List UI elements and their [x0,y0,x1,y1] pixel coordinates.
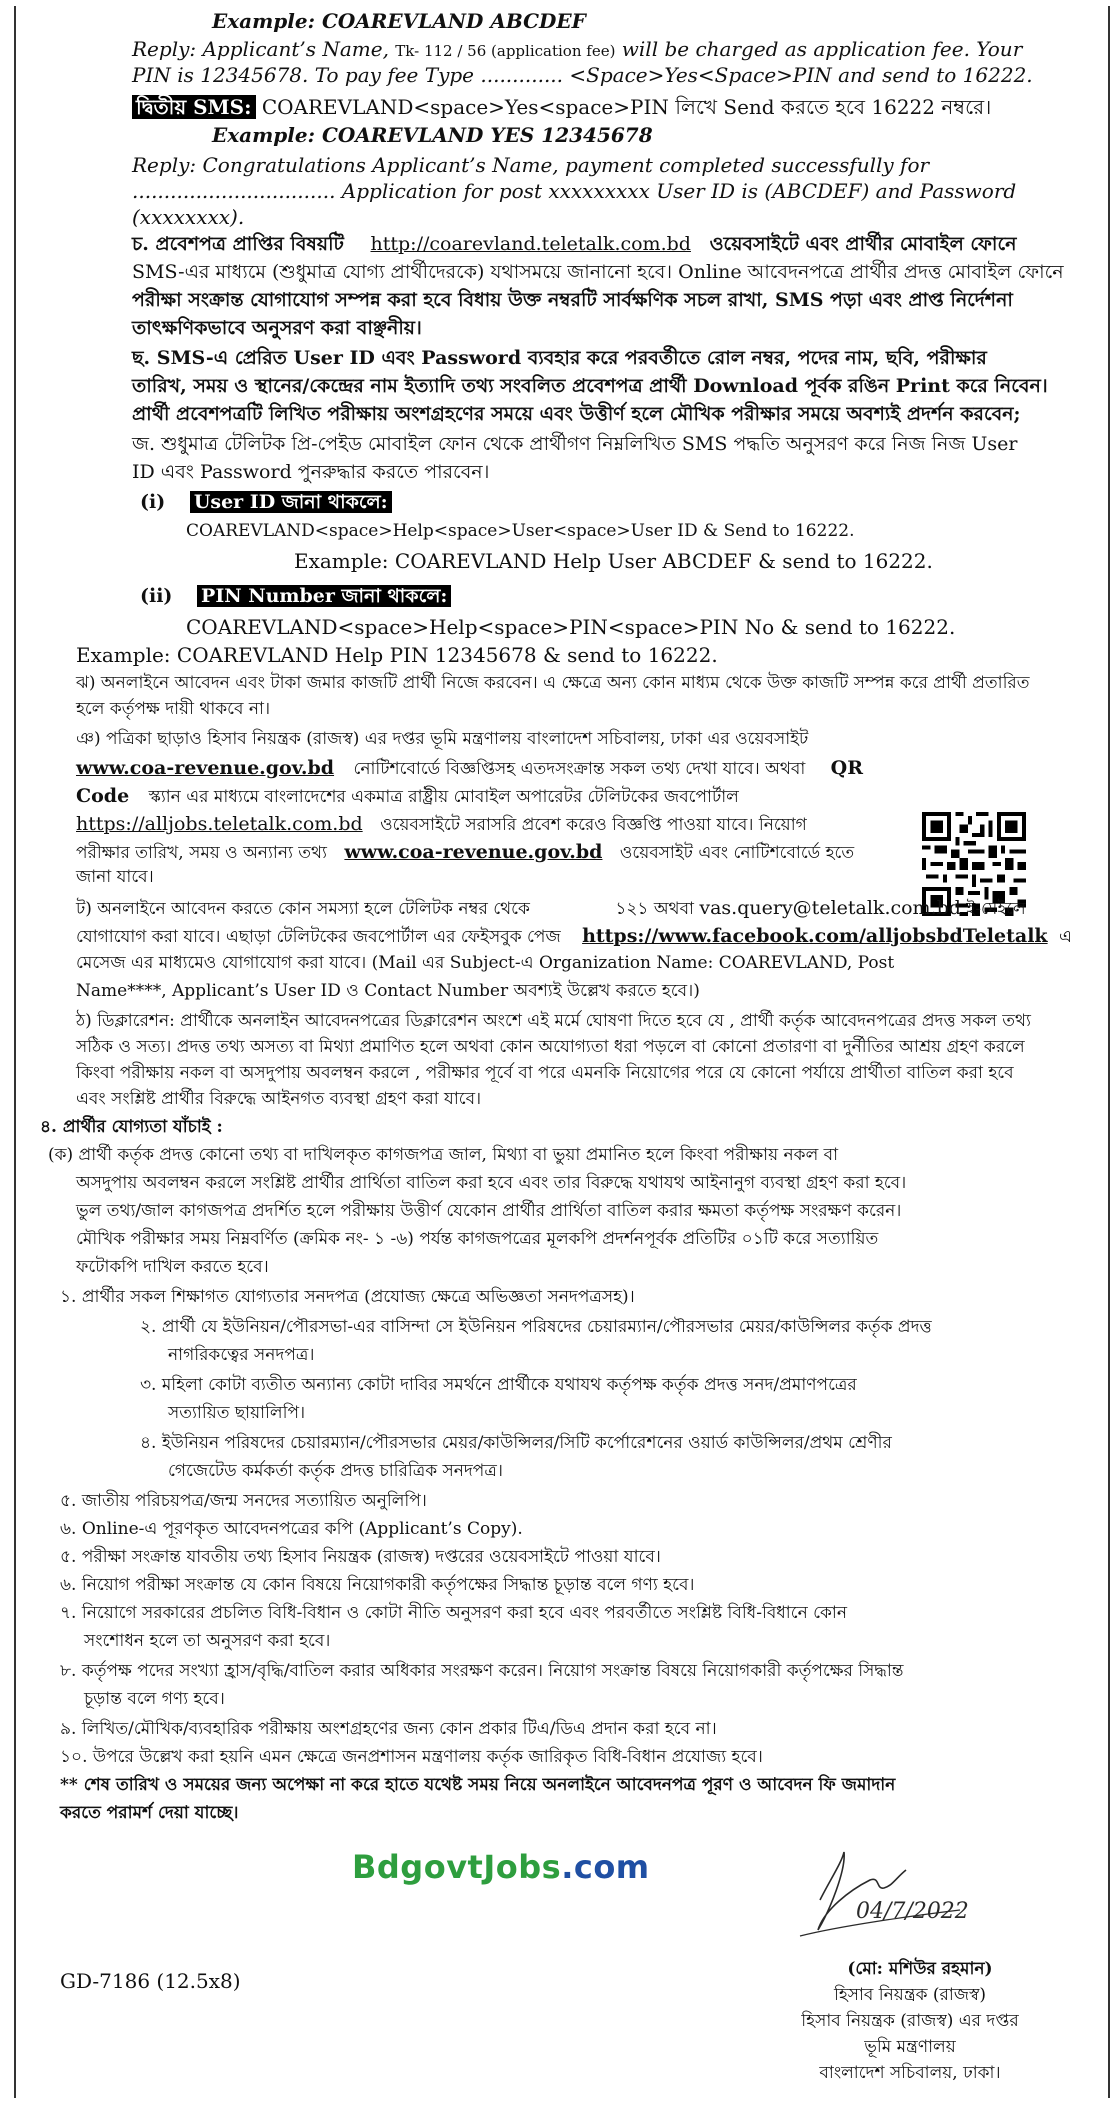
section-nya-line-2 [76,756,863,781]
user-id-label: User ID জানা থাকলে: [190,491,392,513]
gd-code: GD-7186 (12.5x8) [60,1969,241,1993]
watermark-part-2: govtJobs [400,1848,562,1886]
rule-8a: ৮. কর্তৃপক্ষ পদের সংখ্যা হ্রাস/বৃদ্ধি/বাতিল করার অধিকার সংরক্ষণ করেন। নিয়োগ সংক্রান্ত বিষয়ে নিয়োগকারী কর্তৃপক্ষের সিদ্ধান্ত [60,1661,904,1681]
section-ttha-line-1: ঠ) ডিক্লারেশন: প্রার্থীকে অনলাইন আবেদনপত্রের ডিক্লারেশন অংশে এই মর্মে ঘোষণা দিতে হবে যে , প্রার্থী কর্তৃক আবেদনপত্রের প্রদত্ত সকল তথ্য [76,1011,1031,1031]
helpline-number: ১২১ অথবা [615,899,694,919]
reply-line-2: PIN is 12345678. To pay fee Type ............. <Space>Yes<Space>PIN and send to 16222. [132,63,1033,87]
reply-name: Reply: Applicant’s Name, [132,37,389,61]
reply-line-1 [132,36,1022,64]
doc-item-2a: ২. প্রার্থী যে ইউনিয়ন/পৌরসভা-এর বাসিন্দা সে ইউনিয়ন পরিষদের চেয়ারম্যান/পৌরসভার মেয়র/কাউন্সিলর কর্তৃক প্রদত্ত [140,1317,932,1337]
section-tta-line-1 [76,896,1026,921]
section-jha-line-1: ঝ) অনলাইনে আবেদন এবং টাকা জমার কাজটি প্রার্থী নিজে করবেন। এ ক্ষেত্রে অন্য কোন মাধ্যম থেকে উক্ত কাজটি সম্পন্ন করে প্রার্থী প্রতারিত [76,673,1030,693]
user-id-heading [140,490,392,515]
rule-7b: সংশোধন হলে তা অনুসরণ করা হবে। [84,1631,331,1651]
code-word: Code [76,785,130,807]
helpline-text: ট) অনলাইনে আবেদন করতে কোন সমস্যা হলে টেলিটক নম্বর থেকে [76,899,530,919]
section-chha-line-1: ছ. SMS-এ প্রেরিত User ID এবং Password ব্যবহার করে পরবর্তীতে রোল নম্বর, পদের নাম, ছবি, পরীক্ষার [132,347,987,369]
section-nya-line-3 [76,784,739,809]
section-ja-line-1: জ. শুধুমাত্র টেলিটক প্রি-পেইড মোবাইল ফোন থেকে প্রার্থীগণ নিম্নলিখিত SMS পদ্ধতি অনুসরণ করে নিজ নিজ User [132,433,1018,455]
congrats-line-1: Reply: Congratulations Applicant’s Name, payment completed successfully for [132,153,930,177]
signatory-name: (মো: মশিউর রহমান) [847,1959,993,1979]
congrats-line-3: (xxxxxxxx). [132,205,245,229]
signatory-place: বাংলাদেশ সচিবালয়, ঢাকা। [819,2063,1001,2083]
section-tta-line-2 [76,924,1072,949]
fee-text: Tk- 112 / 56 (application fee) [395,42,616,60]
pin-heading [140,584,451,609]
alljobs-link[interactable]: https://alljobs.teletalk.com.bd [76,813,363,835]
doc-item-2b: নাগরিকত্বের সনদপত্র। [168,1345,315,1365]
watermark-part-3: .com [561,1848,650,1886]
section-jha-line-2: হলে কর্তৃপক্ষ দায়ী থাকবে না। [76,699,271,719]
qr-word: QR [830,757,863,779]
watermark-part-1: Bd [352,1848,401,1886]
signatory-office: হিসাব নিয়ন্ত্রক (রাজস্ব) এর দপ্তর [801,2011,1019,2031]
doc-item-3b: সত্যায়িত ছায়ালিপি। [168,1403,306,1423]
section-ttha-line-2: সঠিক ও সত্য। প্রদত্ত তথ্য অসত্য বা মিথ্যা প্রমাণিত হলে অথবা কোন অযোগ্যতা ধরা পড়লে বা কোনো প্রতারণা বা দুর্নীতির আশ্রয় গ্রহণ করলে [76,1037,1025,1057]
example-line-1: Example: COAREVLAND ABCDEF [212,9,586,33]
section-nya-line-6: জানা যাবে। [76,867,154,887]
congrats-line-2: ................................ Application for post xxxxxxxxx User ID is (ABCDEF) and Password [132,179,1017,203]
email-suffix: ই-মেইলে [966,899,1026,919]
immediate-line: তাৎক্ষণিকভাবে অনুসরণ করা বাঞ্ছনীয়। [132,317,422,339]
pin-num: (ii) [140,585,173,607]
admit-card-line [132,232,1016,257]
website-text: ওয়েবসাইট এবং নোটিশবোর্ডে হতে [619,843,855,863]
rule-6: ৬. নিয়োগ পরীক্ষা সংক্রান্ত যে কোন বিষয়ে নিয়োগকারী কর্তৃপক্ষের সিদ্ধান্ত চূড়ান্ত বলে গণ্য হবে। [60,1575,695,1595]
doc-item-4b: গেজেটেড কর্মকর্তা কর্তৃক প্রদত্ত চারিত্রিক সনদপত্র। [168,1461,503,1481]
coarevland-link[interactable]: http://coarevland.teletalk.com.bd [370,233,691,255]
second-sms-text: COAREVLAND<space>Yes<space>PIN লিখে Send করতে হবে 16222 নম্বরে। [261,95,992,119]
alljobs-text: ওয়েবসাইটে সরাসরি প্রবেশ করেও বিজ্ঞপ্তি পাওয়া যাবে। নিয়োগ [380,815,807,835]
bdgovtjobs-watermark [352,1848,650,1886]
section-4-ka-4: মৌখিক পরীক্ষার সময় নিম্নবর্ণিত (ক্রমিক নং- ১ -৬) পর্যন্ত কাগজপত্রের মূলকপি প্রদর্শনপূর্বক প্রতিটির ০১টি করে সত্যায়িত [76,1229,879,1249]
signatory-title: হিসাব নিয়ন্ত্রক (রাজস্ব) [833,1985,987,2005]
pin-sms: COAREVLAND<space>Help<space>PIN<space>PIN No & send to 16222. [186,615,956,639]
coa-revenue-link-2[interactable]: www.coa-revenue.gov.bd [344,841,603,863]
rule-7a: ৭. নিয়োগে সরকারের প্রচলিত বিধি-বিধান ও কোটা নীতি অনুসরণ করা হবে এবং পরবর্তীতে সংশ্লিষ্ট বিধি-বিধানে কোন [60,1603,847,1623]
rule-5: ৫. পরীক্ষা সংক্রান্ত যাবতীয় তথ্য হিসাব নিয়ন্ত্রক (রাজস্ব) দপ্তরের ওয়েবসাইটে পাওয়া যাবে। [60,1547,661,1567]
sms-info-line: SMS-এর মাধ্যমে (শুধুমাত্র যোগ্য প্রার্থীদেরকে) যথাসময়ে জানানো হবে। Online আবেদনপত্রে প্রার্থীর প্রদত্ত মোবাইল ফোনে [132,261,1064,283]
section-nya-line-5 [76,840,854,865]
advice-line-2: করতে পরামর্শ দেয়া যাচ্ছে। [60,1803,239,1823]
scan-text: স্ক্যান এর মাধ্যমে বাংলাদেশের একমাত্র রাষ্ট্রীয় মোবাইল অপারেটর টেলিটকের জবপোর্টাল [148,787,739,807]
facebook-link[interactable]: https://www.facebook.com/alljobsbdTeletalk [582,925,1048,947]
section-chha-line-3: প্রার্থী প্রবেশপত্রটি লিখিত পরীক্ষায় অংশগ্রহণের সময়ে এবং উত্তীর্ণ হলে মৌখিক পরীক্ষার সময়ে অবশ্যই প্রদর্শন করবেন; [132,403,1021,425]
vas-query-email[interactable]: vas.query@teletalk.com.bd [699,897,961,919]
doc-item-3a: ৩. মহিলা কোটা ব্যতীত অন্যান্য কোটা দাবির সমর্থনে প্রার্থীকে যথাযথ কর্তৃপক্ষ কর্তৃক প্রদত্ত সনদ/প্রমাণপত্রের [140,1375,857,1395]
signature-date: 04/7/2022 [856,1899,969,1924]
noticeboard-text: নোটিশবোর্ডে বিজ্ঞপ্তিসহ এতদসংক্রান্ত সকল তথ্য দেখা যাবে। অথবা [353,759,806,779]
section-tta-line-4: Name****, Applicant’s User ID ও Contact Number অবশ্যই উল্লেখ করতে হবে।) [76,981,700,1001]
example-line-2: Example: COAREVLAND YES 12345678 [212,123,653,147]
doc-item-6: ৬. Online-এ পূরণকৃত আবেদনপত্রের কপি (Applicant’s Copy). [60,1519,523,1539]
section-4-ka-1: (ক) প্রার্থী কর্তৃক প্রদত্ত কোনো তথ্য বা দাখিলকৃত কাগজপত্র জাল, মিথ্যা বা ভুয়া প্রমানিত হলে কিংবা পরীক্ষায় নকল বা [48,1145,839,1165]
section-ttha-line-4: এবং সংশ্লিষ্ট প্রার্থীর বিরুদ্ধে আইনগত ব্যবস্থা গ্রহণ করা যাবে। [76,1089,482,1109]
admit-card-label: চ. প্রবেশপত্র প্রাপ্তির বিষয়টি [132,233,344,255]
facebook-text: যোগাযোগ করা যাবে। এছাড়া টেলিটকের জবপোর্টাল এর ফেইসবুক পেজ [76,927,561,947]
admit-card-text: ওয়েবসাইটে এবং প্রার্থীর মোবাইল ফোনে [709,233,1017,255]
second-sms-label: দ্বিতীয় SMS: [132,95,256,119]
exam-contact-line: পরীক্ষা সংক্রান্ত যোগাযোগ সম্পন্ন করা হবে বিধায় উক্ত নম্বরটি সার্বক্ষণিক সচল রাখা, SMS পড়া এবং প্রাপ্ত নির্দেশনা [132,289,1013,311]
rule-10: ১০. উপরে উল্লেখ করা হয়নি এমন ক্ষেত্রে জনপ্রশাসন মন্ত্রণালয় কর্তৃক জারিকৃত বিধি-বিধান প্রযোজ্য হবে। [60,1747,763,1767]
section-chha-line-2: তারিখ, সময় ও স্থানের/কেন্দ্রের নাম ইত্যাদি তথ্য সংবলিত প্রবেশপত্র প্রার্থী Download পূর্বক রঙিন Print করে নিবেন। [132,375,1048,397]
section-4-ka-3: ভুল তথ্য/জাল কাগজপত্র প্রদর্শিত হলে পরীক্ষায় উত্তীর্ণ যেকোন প্রার্থীর প্রার্থিতা বাতিল করার ক্ষমতা কর্তৃপক্ষ সংরক্ষণ করেন। [76,1201,902,1221]
facebook-suffix: এ [1059,927,1072,947]
user-id-num: (i) [140,491,166,513]
signature-icon [760,1840,970,1950]
reply-fee: will be charged as application fee. Your [621,37,1023,61]
signatory-ministry: ভূমি মন্ত্রণালয় [864,2037,956,2057]
section-ja-line-2: ID এবং Password পুনরুদ্ধার করতে পারবেন। [132,461,490,483]
section-nya-line-1: ঞ) পত্রিকা ছাড়াও হিসাব নিয়ন্ত্রক (রাজস্ব) এর দপ্তর ভূমি মন্ত্রণালয় বাংলাদেশ সচিবালয়, ঢাকা এর ওয়েবসাইট [76,729,809,749]
pin-label: PIN Number জানা থাকলে: [197,585,451,607]
section-ttha-line-3: কিংবা পরীক্ষায় নকল বা অসদুপায় অবলম্বন করলে , পরীক্ষার পূর্বে বা পরে এমনকি নিয়োগের পরে যে কোনো পর্যায়ে প্রার্থীতা বাতিল করা হবে [76,1063,1014,1083]
rule-8b: চূড়ান্ত বলে গণ্য হবে। [84,1689,225,1709]
section-4-heading: ৪. প্রার্থীর যোগ্যতা যাঁচাই : [40,1117,223,1137]
rule-9: ৯. লিখিত/মৌখিক/ব্যবহারিক পরীক্ষায় অংশগ্রহণের জন্য কোন প্রকার টিএ/ডিএ প্রদান করা হবে না। [60,1719,717,1739]
section-4-ka-5: ফটোকপি দাখিল করতে হবে। [76,1257,269,1277]
section-tta-line-3: মেসেজ এর মাধ্যমেও যোগাযোগ করা যাবে। (Mail এর Subject-এ Organization Name: COAREVLAND, Post [76,953,895,973]
exam-info-text: পরীক্ষার তারিখ, সময় ও অন্যান্য তথ্য [76,843,327,863]
doc-item-5: ৫. জাতীয় পরিচয়পত্র/জন্ম সনদের সত্যায়িত অনুলিপি। [60,1491,427,1511]
second-sms-line [132,94,991,120]
advice-line-1: ** শেষ তারিখ ও সময়ের জন্য অপেক্ষা না করে হাতে যথেষ্ট সময় নিয়ে অনলাইনে আবেদনপত্র পূরণ ও আবেদন ফি জমাদান [60,1775,896,1795]
section-nya-line-4 [76,812,807,837]
user-id-sms: COAREVLAND<space>Help<space>User<space>User ID & Send to 16222. [186,521,855,541]
doc-item-1: ১. প্রার্থীর সকল শিক্ষাগত যোগ্যতার সনদপত্র (প্রযোজ্য ক্ষেত্রে অভিজ্ঞতা সনদপত্রসহ)। [60,1287,635,1307]
user-id-example: Example: COAREVLAND Help User ABCDEF & send to 16222. [294,549,933,573]
doc-item-4a: ৪. ইউনিয়ন পরিষদের চেয়ারম্যান/পৌরসভার মেয়র/কাউন্সিলর/সিটি কর্পোরেশনের ওয়ার্ড কাউন্সিলর/প্রথম শ্রেণীর [140,1433,892,1453]
section-4-ka-2: অসদুপায় অবলম্বন করলে সংশ্লিষ্ট প্রার্থীর প্রার্থিতা বাতিল করা হবে এবং তার বিরুদ্ধে যথাযথ আইনানুগ ব্যবস্থা গ্রহণ করা হবে। [76,1173,907,1193]
coa-revenue-link-1[interactable]: www.coa-revenue.gov.bd [76,757,335,779]
pin-example: Example: COAREVLAND Help PIN 12345678 & send to 16222. [76,643,718,667]
